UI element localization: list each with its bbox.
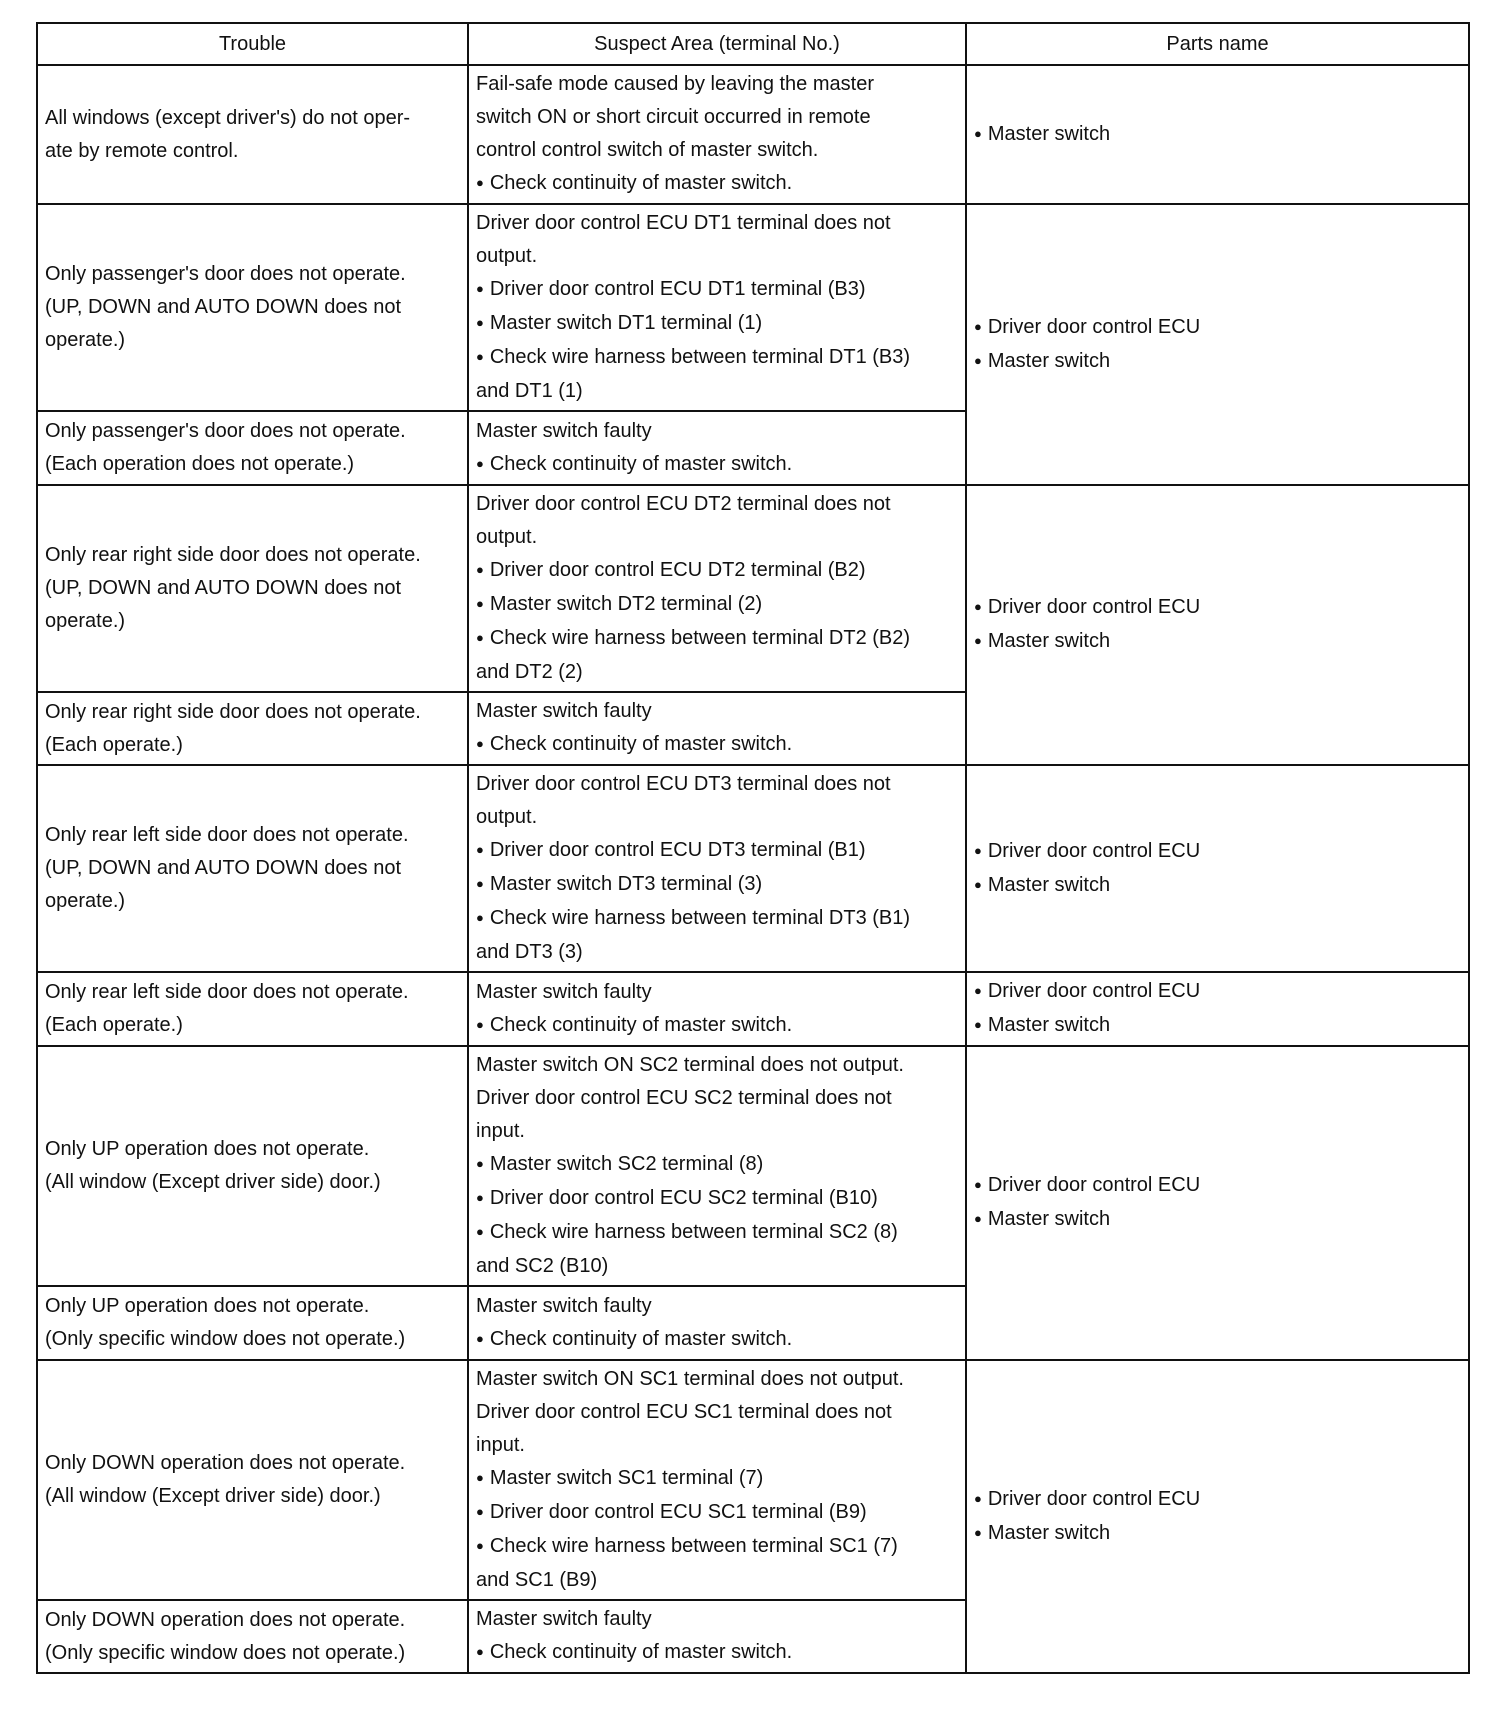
trouble-line: (Each operate.): [45, 733, 183, 756]
suspect-line: switch ON or short circuit occurred in remote: [476, 106, 871, 128]
trouble-cell: [37, 204, 468, 411]
trouble-line: (Each operate.): [45, 1014, 183, 1036]
suspect-bullet: ● Check continuity of master switch.: [476, 1323, 958, 1357]
suspect-bullet: ● Check wire harness between terminal SC1 (7): [476, 1530, 958, 1564]
trouble-line: (UP, DOWN and AUTO DOWN does not: [45, 857, 402, 879]
parts-cell: [966, 204, 1469, 485]
trouble-line: operate.): [45, 329, 126, 351]
suspect-line: Master switch ON SC1 terminal does not output.: [476, 1368, 904, 1390]
parts-cell: [966, 1046, 1469, 1360]
suspect-line: and DT2 (2): [476, 661, 583, 683]
suspect-line: Driver door control ECU SC2 terminal does not: [476, 1087, 892, 1109]
suspect-line: Driver door control ECU DT1 terminal does not: [476, 212, 891, 234]
trouble-line: All windows (except driver's) do not oper-: [45, 106, 411, 129]
table-row: [37, 1360, 1469, 1600]
suspect-bullet: ● Master switch DT3 terminal (3): [476, 868, 958, 902]
suspect-bullet: ● Driver door control ECU DT3 terminal (B1): [476, 834, 958, 868]
parts-item: ● Master switch: [974, 1517, 1461, 1551]
suspect-line: Master switch ON SC2 terminal does not output.: [476, 1054, 904, 1076]
suspect-bullet: ● Driver door control ECU SC2 terminal (B10): [476, 1182, 958, 1216]
suspect-line: Master switch faulty: [476, 980, 652, 1003]
suspect-line: output.: [476, 806, 538, 828]
suspect-line: input.: [476, 1434, 525, 1456]
suspect-line: control control switch of master switch.: [476, 139, 819, 161]
trouble-cell: [37, 1286, 468, 1360]
parts-item: ● Master switch: [974, 625, 1461, 659]
header-suspect-area: Suspect Area (terminal No.): [468, 23, 966, 65]
suspect-cell: [468, 65, 966, 204]
header-parts-name: Parts name: [966, 23, 1469, 65]
suspect-line: Master switch faulty: [476, 1294, 652, 1317]
trouble-line: Only UP operation does not operate.: [45, 1138, 370, 1160]
suspect-bullet: ● Check wire harness between terminal DT1 (B3): [476, 341, 958, 375]
parts-cell: [966, 972, 1469, 1046]
trouble-cell: [37, 65, 468, 204]
parts-item: ● Driver door control ECU: [974, 975, 1461, 1009]
suspect-bullet: ● Check wire harness between terminal SC2 (8): [476, 1216, 958, 1250]
trouble-cell: [37, 1360, 468, 1600]
parts-item: ● Master switch: [974, 118, 1461, 152]
suspect-bullet: ● Master switch SC1 terminal (7): [476, 1462, 958, 1496]
trouble-line: Only passenger's door does not operate.: [45, 420, 406, 442]
suspect-bullet: ● Check continuity of master switch.: [476, 448, 958, 482]
trouble-cell: [37, 972, 468, 1046]
trouble-line: (Each operation does not operate.): [45, 453, 355, 475]
suspect-line: Master switch faulty: [476, 419, 652, 442]
trouble-cell: [37, 411, 468, 485]
parts-item: ● Driver door control ECU: [974, 1483, 1461, 1517]
trouble-line: (All window (Except driver side) door.): [45, 1485, 381, 1507]
trouble-cell: [37, 1046, 468, 1286]
table-row: [37, 1046, 1469, 1286]
suspect-bullet: ● Check wire harness between terminal DT3 (B1): [476, 902, 958, 936]
parts-item: ● Driver door control ECU: [974, 591, 1461, 625]
suspect-line: Driver door control ECU DT3 terminal does not: [476, 773, 891, 795]
trouble-line: Only DOWN operation does not operate.: [45, 1608, 406, 1631]
table-row: [37, 765, 1469, 972]
suspect-bullet: ● Master switch DT1 terminal (1): [476, 307, 958, 341]
trouble-cell: [37, 1600, 468, 1673]
trouble-cell: [37, 765, 468, 972]
trouble-line: (All window (Except driver side) door.): [45, 1171, 381, 1193]
suspect-line: output.: [476, 526, 538, 548]
suspect-cell: [468, 692, 966, 765]
suspect-line: Master switch faulty: [476, 1608, 652, 1630]
suspect-line: output.: [476, 245, 538, 267]
suspect-cell: [468, 485, 966, 692]
suspect-line: and DT1 (1): [476, 380, 583, 402]
suspect-line: Fail-safe mode caused by leaving the master: [476, 73, 874, 95]
suspect-line: Driver door control ECU DT2 terminal does not: [476, 493, 891, 515]
suspect-bullet: ● Driver door control ECU SC1 terminal (B9): [476, 1496, 958, 1530]
suspect-cell: [468, 411, 966, 485]
parts-cell: [966, 765, 1469, 972]
parts-item: ● Driver door control ECU: [974, 835, 1461, 869]
header-row: [37, 23, 1469, 65]
suspect-line: Master switch faulty: [476, 700, 652, 722]
trouble-line: (UP, DOWN and AUTO DOWN does not: [45, 577, 402, 599]
trouble-cell: [37, 692, 468, 765]
diagnosis-sheet: [36, 22, 1470, 1674]
suspect-line: and DT3 (3): [476, 941, 583, 963]
parts-item: ● Driver door control ECU: [974, 311, 1461, 345]
parts-cell: [966, 485, 1469, 765]
table-row: [37, 972, 1469, 1046]
trouble-line: (UP, DOWN and AUTO DOWN does not: [45, 296, 402, 318]
suspect-bullet: ● Driver door control ECU DT2 terminal (B2): [476, 554, 958, 588]
suspect-cell: [468, 765, 966, 972]
trouble-line: operate.): [45, 890, 126, 912]
suspect-line: and SC2 (B10): [476, 1255, 609, 1277]
header-trouble: Trouble: [37, 23, 468, 65]
suspect-bullet: ● Check continuity of master switch.: [476, 167, 958, 201]
suspect-cell: [468, 1360, 966, 1600]
trouble-line: ate by remote control.: [45, 139, 239, 162]
parts-cell: [966, 1360, 1469, 1673]
parts-item: ● Driver door control ECU: [974, 1169, 1461, 1203]
trouble-line: (Only specific window does not operate.): [45, 1641, 406, 1664]
trouble-line: Only DOWN operation does not operate.: [45, 1452, 406, 1474]
suspect-bullet: ● Check continuity of master switch.: [476, 1636, 958, 1670]
table-row: [37, 204, 1469, 411]
suspect-line: and SC1 (B9): [476, 1569, 598, 1591]
suspect-bullet: ● Driver door control ECU DT1 terminal (B3): [476, 273, 958, 307]
parts-item: ● Master switch: [974, 345, 1461, 379]
suspect-bullet: ● Check wire harness between terminal DT2 (B2): [476, 622, 958, 656]
trouble-line: (Only specific window does not operate.): [45, 1328, 406, 1350]
suspect-cell: [468, 1600, 966, 1673]
parts-item: ● Master switch: [974, 869, 1461, 903]
suspect-line: input.: [476, 1120, 525, 1142]
suspect-bullet: ● Master switch SC2 terminal (8): [476, 1148, 958, 1182]
suspect-line: Driver door control ECU SC1 terminal does not: [476, 1401, 892, 1423]
trouble-line: operate.): [45, 610, 126, 632]
parts-cell: [966, 65, 1469, 204]
trouble-line: Only rear left side door does not operate.: [45, 981, 409, 1003]
trouble-line: Only rear left side door does not operate.: [45, 824, 409, 846]
suspect-bullet: ● Check continuity of master switch.: [476, 728, 958, 762]
trouble-line: Only passenger's door does not operate.: [45, 263, 406, 285]
suspect-cell: [468, 1046, 966, 1286]
table-row: [37, 65, 1469, 204]
troubleshooting-table: [36, 22, 1470, 1674]
suspect-bullet: ● Master switch DT2 terminal (2): [476, 588, 958, 622]
suspect-cell: [468, 972, 966, 1046]
suspect-cell: [468, 204, 966, 411]
suspect-cell: [468, 1286, 966, 1360]
trouble-line: Only rear right side door does not operate.: [45, 544, 421, 566]
suspect-bullet: ● Check continuity of master switch.: [476, 1009, 958, 1043]
parts-item: ● Master switch: [974, 1203, 1461, 1237]
trouble-line: Only rear right side door does not operate.: [45, 700, 421, 723]
parts-item: ● Master switch: [974, 1009, 1461, 1043]
trouble-cell: [37, 485, 468, 692]
trouble-line: Only UP operation does not operate.: [45, 1295, 370, 1317]
table-row: [37, 485, 1469, 692]
